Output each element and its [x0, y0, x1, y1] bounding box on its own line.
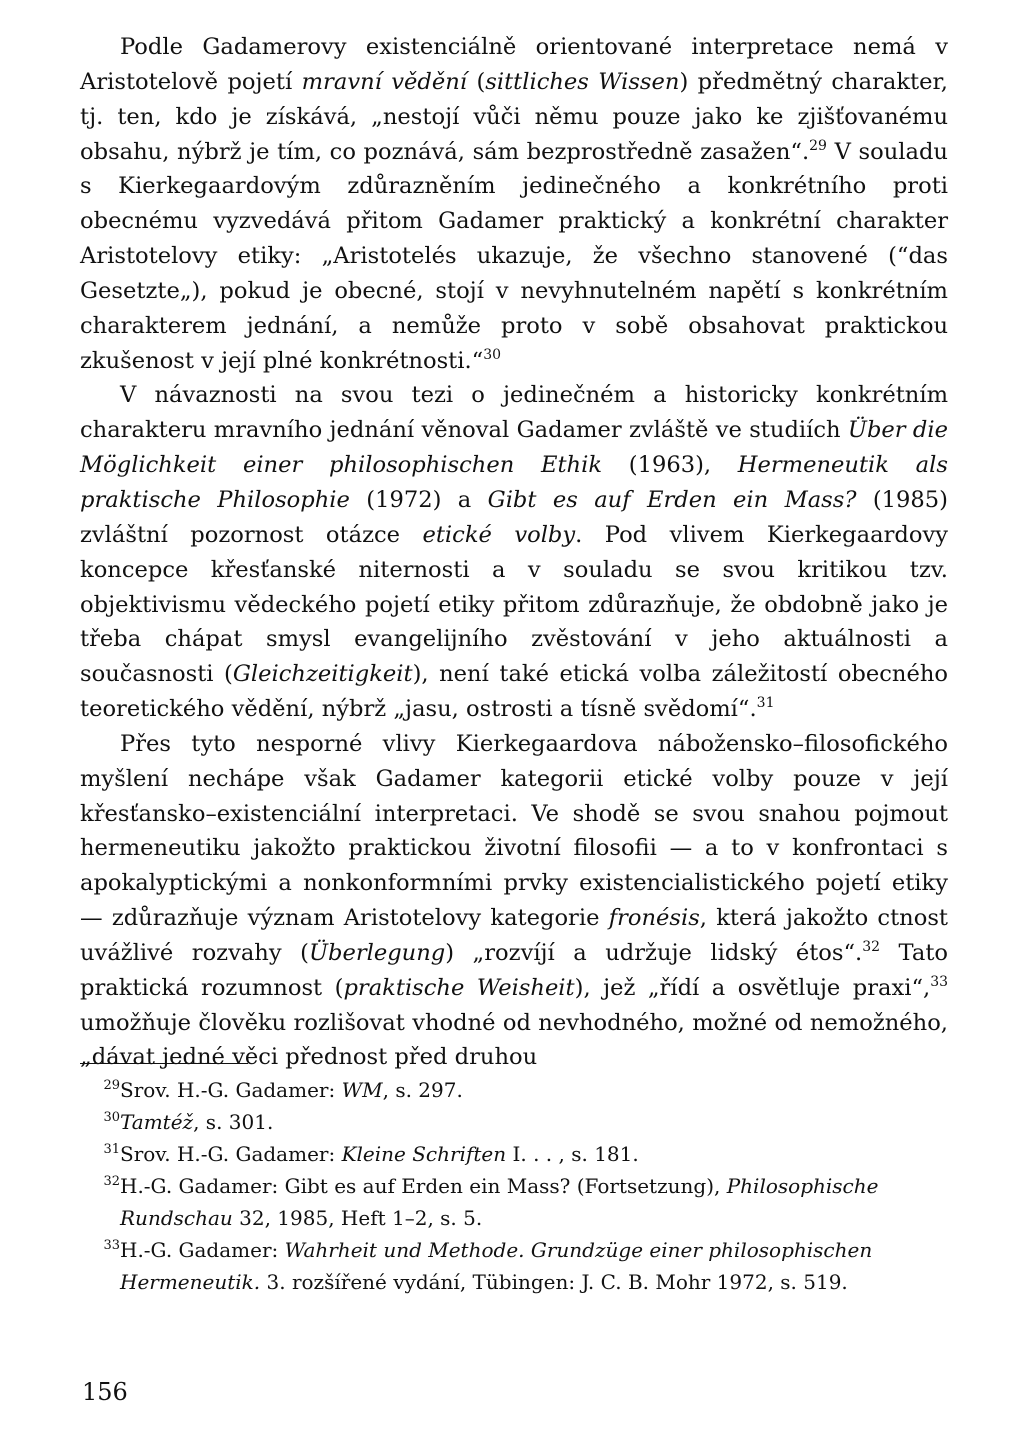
italic-text: Philosophische Rundschau	[120, 1174, 879, 1230]
footnote-30: $^{30}$Tamtéž, s. 301.	[103, 1110, 274, 1134]
italic-text: Hermeneutik als praktische Philosophie	[80, 452, 948, 513]
footnote-32: $^{32}$H.-G. Gadamer: Gibt es auf Erden ein Mass? (Fortsetzung), Philosophische Rundschau 32, 1985, Heft 1–2, s. 5.	[103, 1174, 879, 1230]
italic-text: WM	[341, 1078, 383, 1102]
text-run: umožňuje člověku rozlišovat vhodné od nevhodného, možné od nemožného, „dávat jedné věci přednost před druhou	[80, 1009, 948, 1071]
text-run: I. . . , s. 181.	[506, 1142, 639, 1166]
footnote-29: $^{29}$Srov. H.-G. Gadamer: WM, s. 297.	[103, 1078, 463, 1102]
italic-text: Über die Möglichkeit einer philosophischen Ethik	[80, 417, 948, 479]
italic-text: Wahrheit und Methode. Grundzüge einer philosophischen Hermeneutik.	[120, 1238, 873, 1294]
text-run: Tato praktická rozumnost (	[80, 939, 949, 1001]
text-run: , s. 301.	[193, 1110, 274, 1134]
text-run: ), není také etická volba záležitostí obecného teoretického vědění, nýbrž „jasu, ostrosti a tísně svědomí“.	[80, 661, 948, 723]
text-run: Srov. H.-G. Gadamer:	[120, 1078, 342, 1102]
italic-text: mravní vědění	[301, 68, 468, 95]
text-run: V návaznosti na svou tezi o jedinečném a historicky konkrétním charakteru mravního jednání věnoval Gadamer zvláště ve studiích	[80, 382, 948, 444]
footnote-ref: 31	[756, 695, 775, 712]
text-run: 3. rozšířené vydání, Tübingen: J. C. B. Mohr 1972, s. 519.	[260, 1270, 848, 1294]
text-run: H.-G. Gadamer: Gibt es auf Erden ein Mass? (Fortsetzung),	[120, 1174, 727, 1198]
footnote-ref: 29	[809, 137, 827, 154]
italic-text: Gleichzeitigkeit	[232, 661, 413, 688]
italic-text: Überlegung	[308, 939, 446, 966]
text-run: . Pod vlivem Kierkegaardovy koncepce křesťanské niternosti a v souladu se svou kritikou tzv. objektivismu vědeckého pojetí etiky přitom zdůrazňuje, že obdobně jako je třeba chápat smysl evangelijního zvěstování v jeho aktuálnosti a současnosti (	[80, 521, 948, 688]
text-run: , která jakožto ctnost uvážlivé rozvahy (	[80, 905, 948, 966]
paragraph-2	[80, 378, 948, 726]
text-run: , s. 297.	[382, 1078, 463, 1102]
italic-text: fronésis	[608, 905, 700, 932]
text-run: ) „rozvíjí a udržuje lidský étos“.	[445, 939, 863, 966]
italic-text: praktische Weisheit	[343, 974, 575, 1001]
text-run: (1963),	[602, 452, 738, 479]
footnotes	[80, 1074, 948, 1298]
text-run: V souladu s Kierkegaardovým zdůrazněním jedinečného a konkrétního proti obecnému vyzvedává přitom Gadamer praktický a konkrétní charakter Aristotelovy etiky: „Aristotelés ukazuje, že všechno stanovené (“das Gesetzte„), pokud je obecné, stojí v nevyhnutelném napětí s konkrétním charakterem jednání, a nemůže proto v sobě obsahovat praktickou zkušenost v její plné konkrétnosti.“	[80, 138, 948, 374]
footnote-33: $^{33}$H.-G. Gadamer: Wahrheit und Methode. Grundzüge einer philosophischen Hermeneutik. 3. rozšířené vydání, Tübingen: J. C. B. Mohr 1972, s. 519.	[103, 1238, 873, 1294]
text-run: (1972) a	[349, 486, 488, 513]
text-run: ), jež „řídí a osvětluje praxi“,	[574, 974, 931, 1001]
italic-text: etické volby	[422, 521, 576, 548]
text-run: ) předmětný charakter, tj. ten, kdo je získává, „nestojí vůči němu pouze jako ke zjišťovanému obsahu, nýbrž je tím, co poznává, sám bezprostředně zasažen“.	[80, 68, 948, 165]
page-body	[80, 30, 948, 1075]
text-run: (1985) zvláštní pozornost otázce	[80, 486, 948, 548]
italic-text: sittliches Wissen	[485, 68, 680, 95]
page-number: 156	[82, 1378, 128, 1406]
text-run: H.-G. Gadamer:	[120, 1238, 285, 1262]
italic-text: Kleine Schriften	[341, 1142, 507, 1166]
text-run: Podle Gadamerovy existenciálně orientované interpretace nemá v Aristotelově pojetí	[80, 34, 948, 95]
text-run: 32, 1985, Heft 1–2, s. 5.	[232, 1206, 483, 1230]
footnote-31: $^{31}$Srov. H.-G. Gadamer: Kleine Schriften I. . . , s. 181.	[103, 1142, 639, 1166]
paragraph-1	[80, 30, 948, 378]
italic-text: Gibt es auf Erden ein Mass?	[487, 486, 857, 513]
text-run: Srov. H.-G. Gadamer:	[120, 1142, 342, 1166]
footnote-separator	[80, 1063, 248, 1064]
text-run: Přes tyto nesporné vlivy Kierkegaardova nábožensko–filosofického myšlení nechápe však Gadamer kategorii etické volby pouze v její křesťansko–existenciální interpretaci. Ve shodě se svou snahou pojmout hermeneutiku jakožto praktickou životní filosofii — a to v konfrontaci s apokalyptickými a nonkonformními prvky existencialistického pojetí etiky — zdůrazňuje význam Aristotelovy kategorie	[80, 730, 948, 932]
footnote-ref: 30	[483, 346, 502, 363]
italic-text: Tamtéž	[120, 1110, 194, 1134]
footnote-ref: 32	[862, 938, 881, 955]
text-run: (	[467, 68, 486, 95]
footnote-ref: 33	[930, 973, 949, 990]
paragraph-3	[80, 727, 948, 1075]
